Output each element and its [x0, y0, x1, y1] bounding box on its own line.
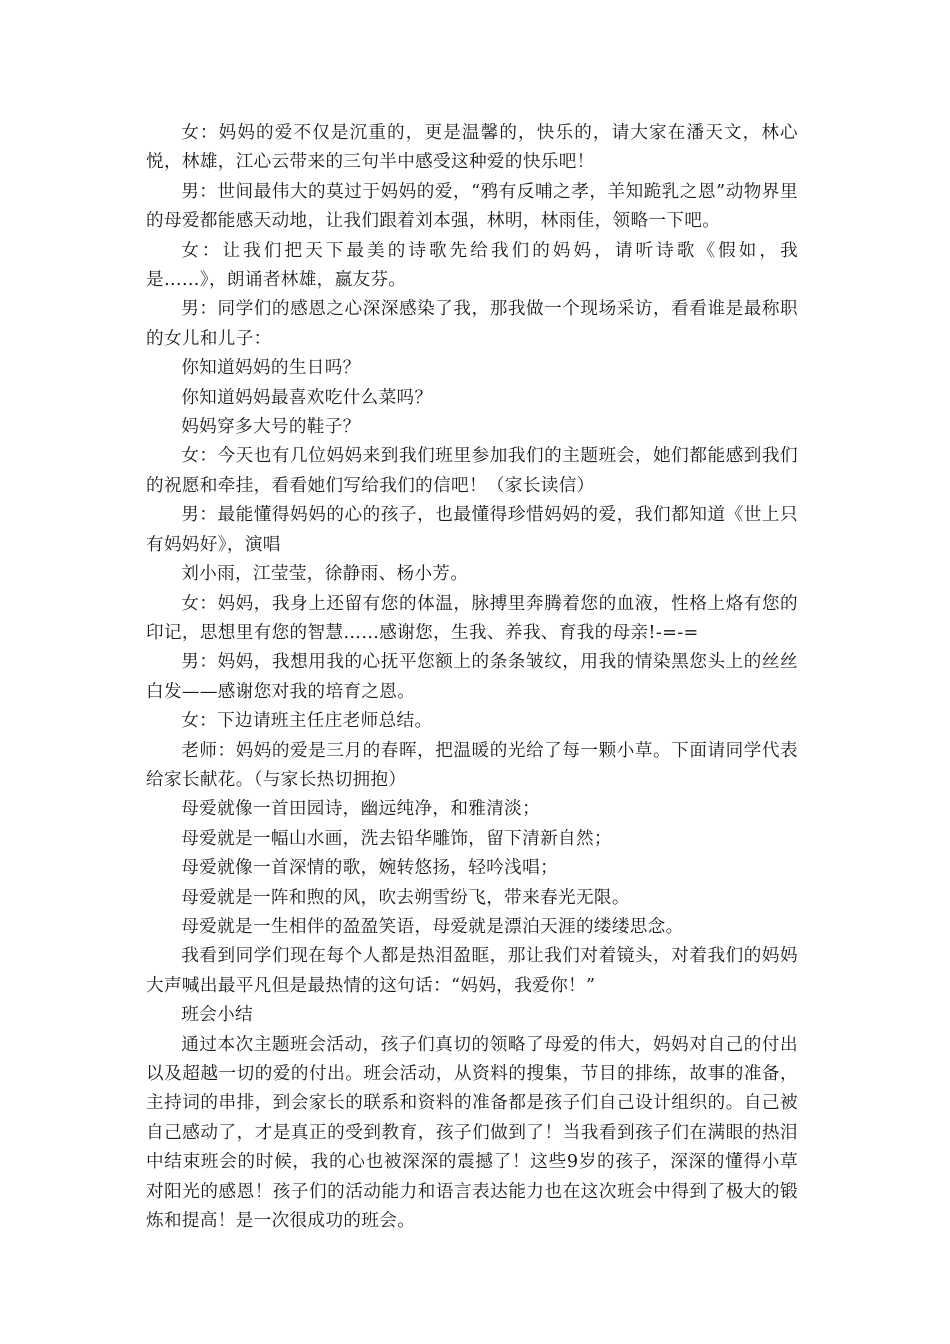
paragraph: 母爱就像一首深情的歌，婉转悠扬，轻吟浅唱； — [181, 858, 559, 879]
paragraph: 老师：妈妈的爱是三月的春晖，把温暖的光给了每一颗小草。下面请同学代表给家长献花。（与家长热切拥抱） — [146, 740, 798, 790]
document-body — [146, 119, 798, 1236]
paragraph: 妈妈穿多大号的鞋子？ — [181, 417, 361, 438]
paragraph: 男：最能懂得妈妈的心的孩子，也最懂得珍惜妈妈的爱，我们都知道《世上只有妈妈好》，演唱 — [146, 505, 798, 555]
paragraph: 母爱就是一阵和煦的风，吹去朔雪纷飞，带来春光无限。 — [181, 887, 630, 908]
paragraph: 刘小雨，江莹莹，徐静雨、杨小芳。 — [181, 564, 469, 585]
paragraph: 通过本次主题班会活动，孩子们真切的领略了母爱的伟大，妈妈对自己的付出以及超越一切的爱的付出。班会活动，从资料的搜集，节目的排练，故事的准备，主持词的串排，到会家长的联系和资料的准备都是孩子们自己设计组织的。自己被自己感动了，才是真正的受到教育，孩子们做到了！当我看到孩子们在满眼的热泪中结束班会的时候，我的心也被深深的震撼了！这些9岁的孩子，深深的懂得小草对阳光的感恩！孩子们的活动能力和语言表达能力也在这次班会中得到了极大的锻炼和提高！是一次很成功的班会。 — [146, 1034, 798, 1232]
paragraph: 母爱就是一生相伴的盈盈笑语，母爱就是漂泊天涯的缕缕思念。 — [181, 916, 684, 937]
section-heading: 班会小结 — [181, 1005, 253, 1026]
paragraph: 女：妈妈，我身上还留有您的体温，脉搏里奔腾着您的血液，性格上烙有您的印记，思想里有您的智慧……感谢您，生我、养我、育我的母亲!-=-= — [146, 593, 798, 643]
paragraph: 男：世间最伟大的莫过于妈妈的爱，“鸦有反哺之孝，羊知跪乳之恩”动物界里的母爱都能感天动地，让我们跟着刘本强，林明，林雨佳，领略一下吧。 — [146, 181, 798, 232]
paragraph: 母爱就像一首田园诗，幽远纯净，和雅清淡； — [181, 799, 541, 820]
paragraph: 女：今天也有几位妈妈来到我们班里参加我们的主题班会，她们都能感到我们的祝愿和牵挂，看看她们写给我们的信吧！（家长读信） — [146, 446, 798, 496]
paragraph: 我看到同学们现在每个人都是热泪盈眶，那让我们对着镜头，对着我们的妈妈大声喊出最平凡但是最热情的这句话：“妈妈，我爱你！” — [146, 946, 798, 996]
paragraph: 男：妈妈，我想用我的心抚平您额上的条条皱纹，用我的情染黑您头上的丝丝白发——感谢您对我的培育之恩。 — [146, 652, 798, 702]
paragraph: 你知道妈妈最喜欢吃什么菜吗？ — [181, 387, 433, 408]
paragraph: 母爱就是一幅山水画，洗去铅华雕饰，留下清新自然； — [181, 828, 612, 849]
paragraph: 女：下边请班主任庄老师总结。 — [181, 711, 433, 732]
paragraph: 女：妈妈的爱不仅是沉重的，更是温馨的，快乐的，请大家在潘天文，林心悦，林雄，江心云带来的三句半中感受这种爱的快乐吧！ — [146, 123, 798, 173]
paragraph: 你知道妈妈的生日吗？ — [181, 358, 361, 379]
paragraph: 女：让我们把天下最美的诗歌先给我们的妈妈，请听诗歌《假如，我是……》，朗诵者林雄，嬴友芬。 — [146, 240, 798, 291]
paragraph: 男：同学们的感恩之心深深感染了我，那我做一个现场采访，看看谁是最称职的女儿和儿子： — [146, 299, 798, 349]
